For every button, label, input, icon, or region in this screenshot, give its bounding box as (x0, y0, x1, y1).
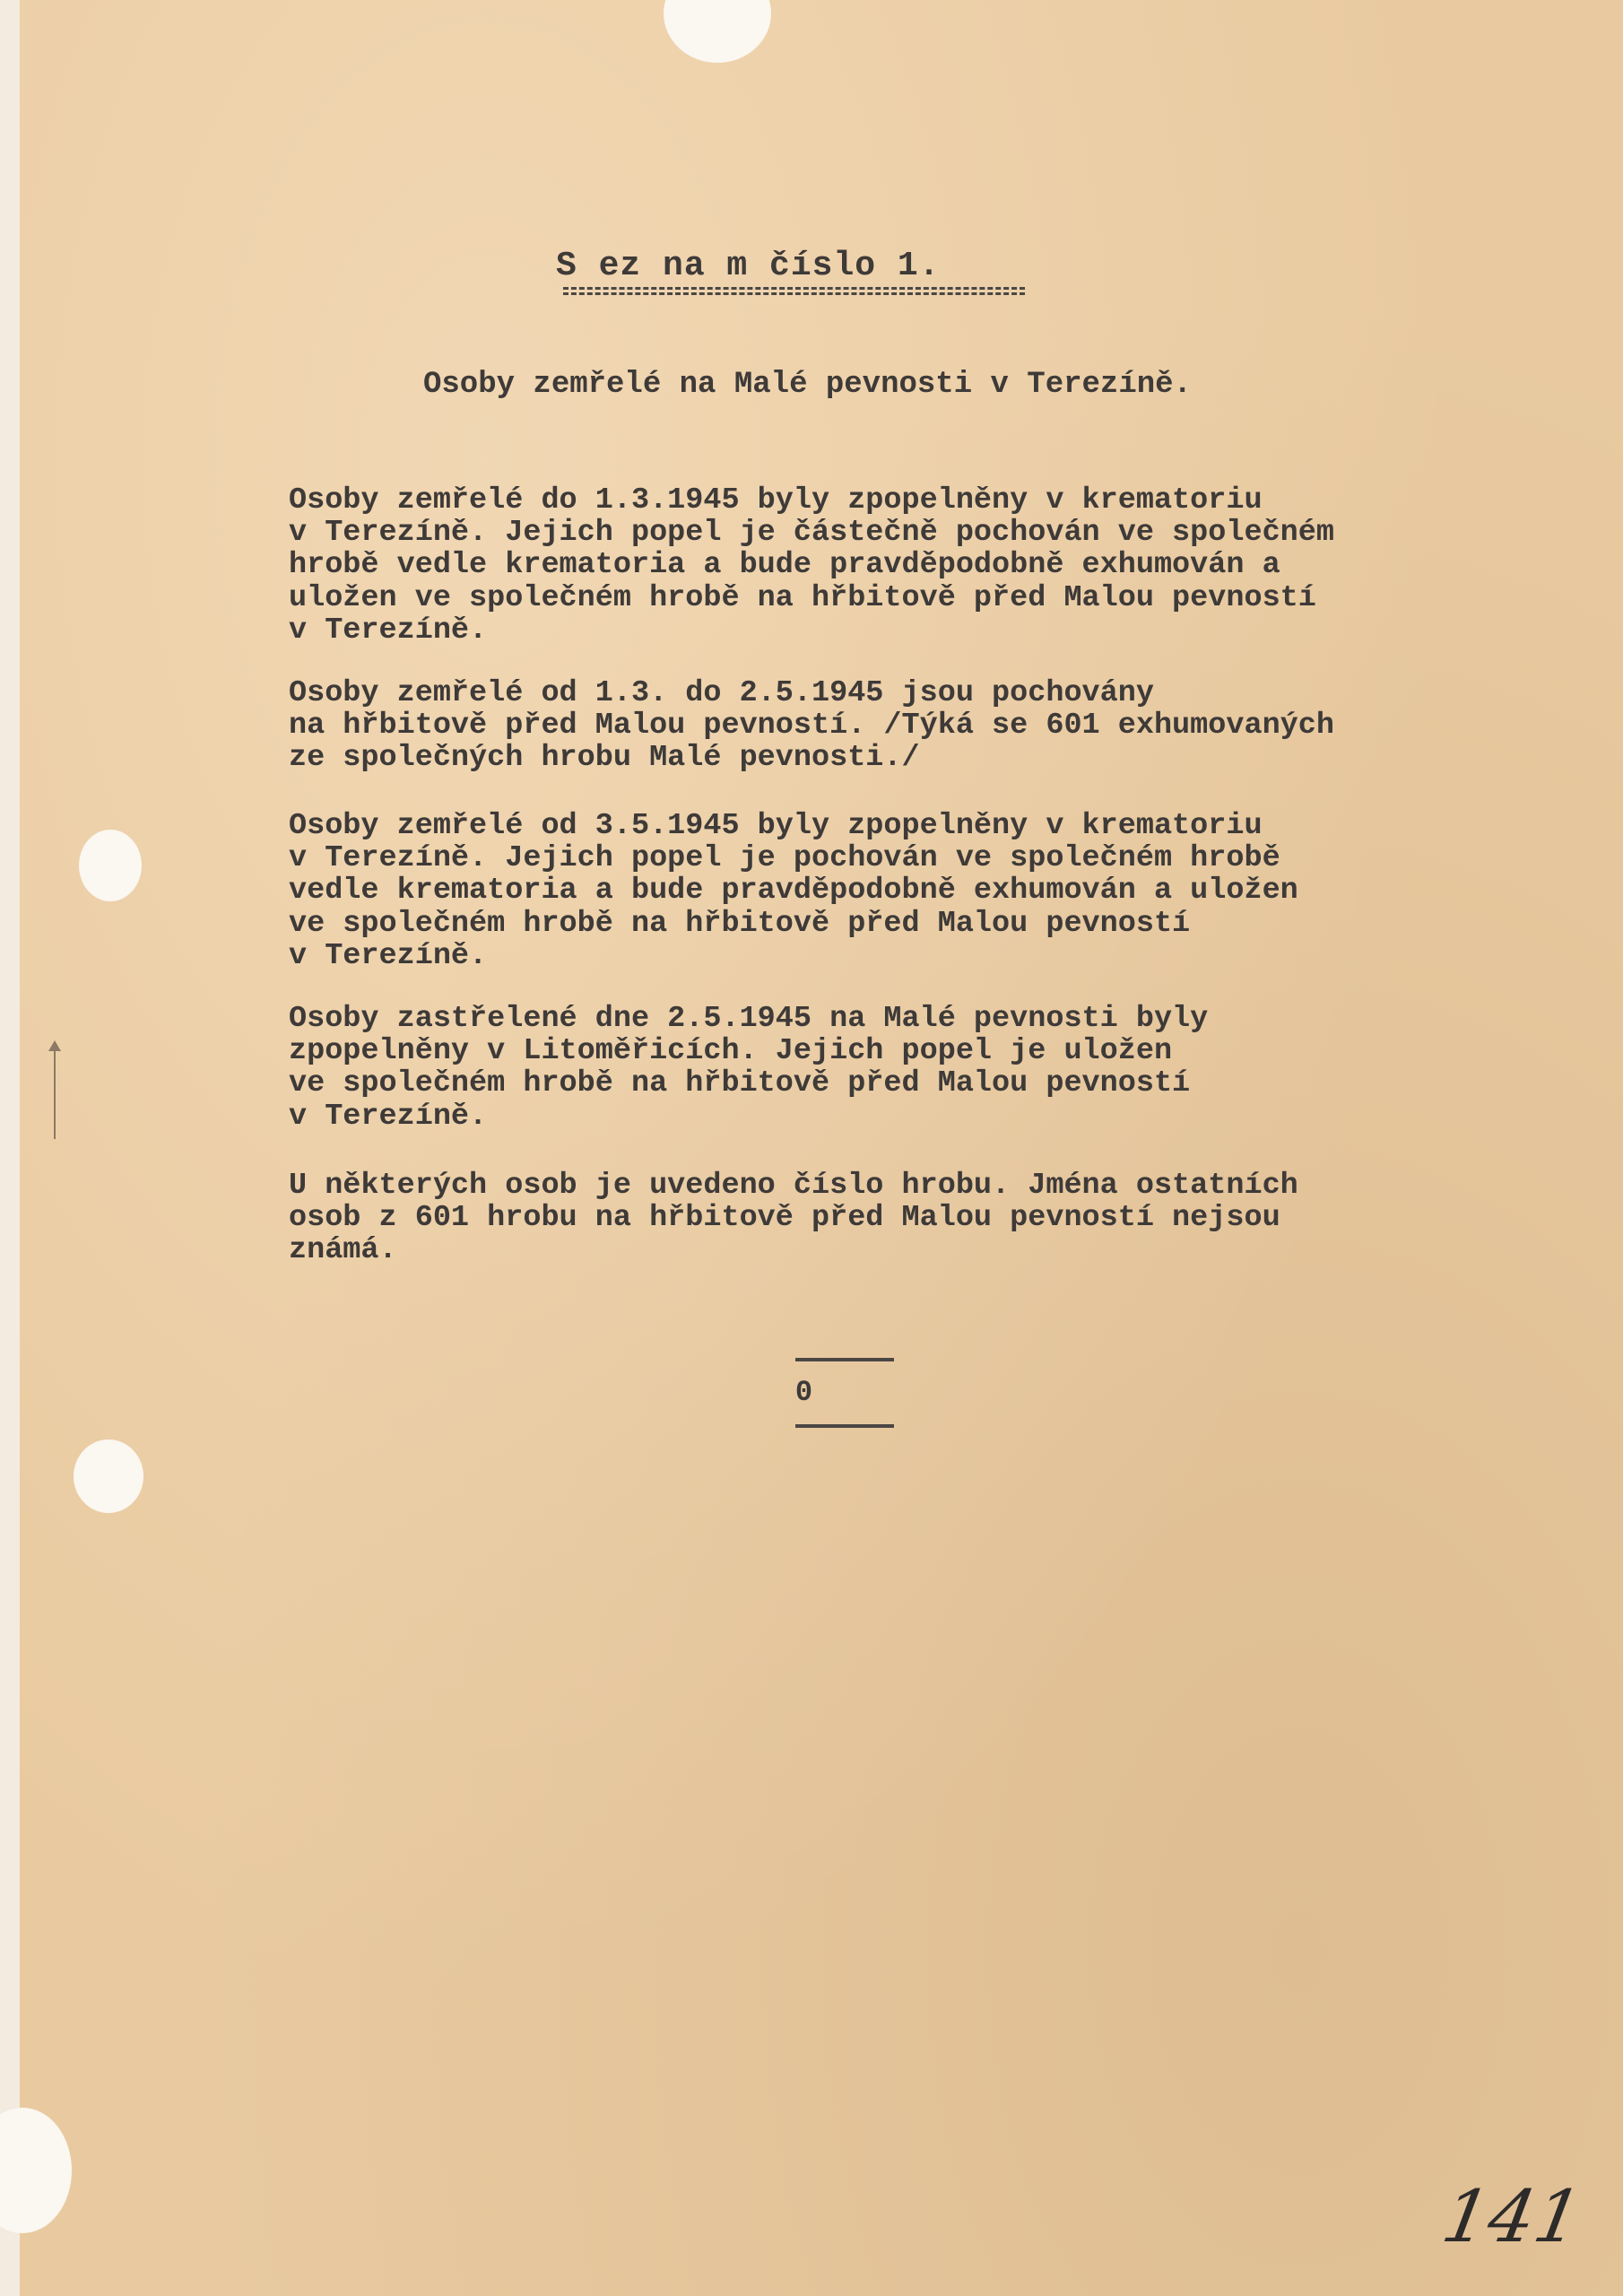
paper-edge (0, 0, 20, 2296)
paragraph-line: osob z 601 hrobu na hřbitově před Malou pevností nejsou (289, 1201, 1280, 1236)
paragraph-line: v Terezíně. (289, 613, 488, 648)
paragraph-line: známá. (289, 1233, 397, 1268)
document-title: S ez na m číslo 1. (556, 247, 941, 285)
paragraph-line: v Terezíně. (289, 938, 488, 973)
paragraph-line: U některých osob je uvedeno číslo hrobu. Jména ostatních (289, 1169, 1298, 1203)
separator-line-right (795, 1424, 894, 1428)
paragraph-line: Osoby zemřelé do 1.3.1945 byly zpopelněny v krematoriu (289, 483, 1263, 517)
punch-hole-lower (74, 1439, 143, 1513)
paragraph-line: na hřbitově před Malou pevností. /Týká se 601 exhumovaných (289, 709, 1334, 744)
paragraph-line: ve společném hrobě na hřbitově před Malou pevností (289, 1066, 1191, 1101)
title-underline (563, 287, 1025, 295)
paragraph-line: v Terezíně. Jejich popel je pochován ve společném hrobě (289, 841, 1280, 876)
paragraph-2 (289, 677, 1481, 775)
handwritten-page-number: 141 (1436, 2175, 1588, 2258)
separator-mark: 0 (794, 1376, 813, 1409)
paragraph-1 (289, 484, 1481, 647)
paragraph-line: v Terezíně. (289, 1099, 488, 1134)
separator-line-left (795, 1358, 894, 1361)
torn-edge-bottom (0, 2108, 72, 2233)
paragraph-5 (289, 1170, 1481, 1267)
paragraph-line: zpopelněny v Litoměřicích. Jejich popel je uložen (289, 1034, 1173, 1069)
paragraph-line: ve společném hrobě na hřbitově před Malou pevností (289, 906, 1191, 941)
margin-pencil-mark (54, 1045, 56, 1139)
section-separator (726, 1309, 894, 1475)
paragraph-3 (289, 810, 1481, 972)
paragraph-line: Osoby zastřelené dne 2.5.1945 na Malé pevnosti byly (289, 1002, 1209, 1036)
torn-corner (664, 0, 771, 63)
document-subtitle: Osoby zemřelé na Malé pevnosti v Terezíně. (423, 368, 1192, 402)
paragraph-line: Osoby zemřelé od 1.3. do 2.5.1945 jsou pochovány (289, 676, 1154, 710)
paragraph-line: v Terezíně. Jejich popel je částečně pochován ve společném (289, 516, 1334, 551)
paragraph-line: uložen ve společném hrobě na hřbitově před Malou pevností (289, 580, 1316, 615)
paragraph-line: vedle krematoria a bude pravděpodobně exhumován a uložen (289, 874, 1298, 909)
paragraph-4 (289, 1003, 1481, 1133)
paragraph-line: hrobě vedle krematoria a bude pravděpodobně exhumován a (289, 548, 1280, 583)
paragraph-line: Osoby zemřelé od 3.5.1945 byly zpopelněny v krematoriu (289, 809, 1263, 843)
punch-hole-upper (79, 830, 142, 901)
paragraph-line: ze společných hrobu Malé pevnosti./ (289, 741, 920, 776)
